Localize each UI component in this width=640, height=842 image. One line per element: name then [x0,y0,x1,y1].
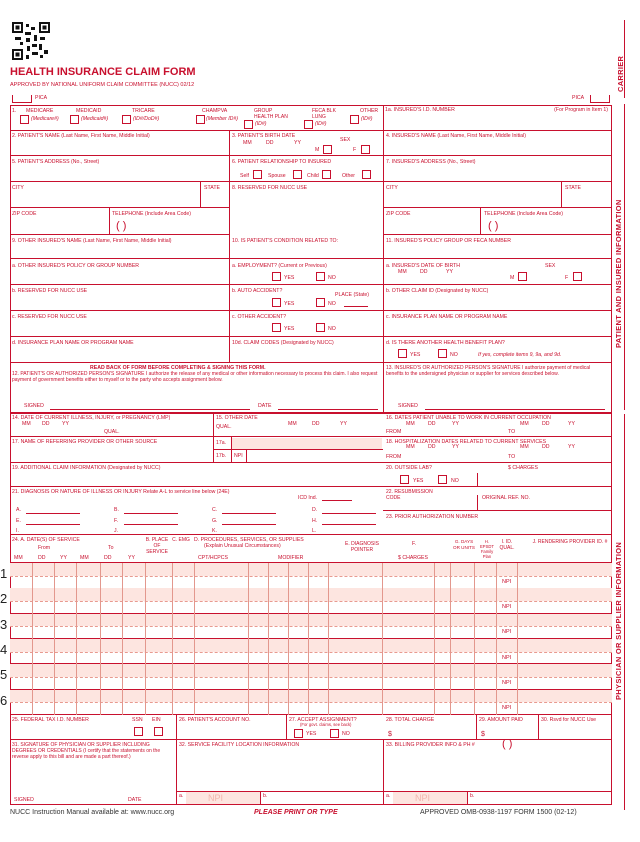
telephone-right-paren: ( ) [488,220,499,232]
ssn-label: SSN [132,717,143,723]
f17a-label: 17a. [216,440,227,446]
f15-dd: DD [312,421,320,427]
f17b-label: 17b. [216,453,227,459]
f18-to: TO [508,454,516,460]
service-column-divider [474,563,475,715]
reserved-8-label: 8. RESERVED FOR NUCC USE [232,185,308,191]
feca-checkbox[interactable] [304,120,313,129]
diag-j: J. [114,528,119,534]
tax-id-label: 25. FEDERAL TAX I.D. NUMBER [12,717,89,723]
pica-left: PICA [35,95,48,101]
patient-signature-text: 12. PATIENT'S OR AUTHORIZED PERSON'S SIGNATURE I authorize the release of any medical or other information necessary to process this claim. I also request payment of government benefits either to myself or to the party who accepts assignment below. [12,371,378,383]
f15-mm: MM [288,421,297,427]
diag-c-line[interactable] [222,513,276,514]
diag-h: H. [312,518,318,524]
insured-m-checkbox[interactable] [518,272,527,281]
insured-id-label: 1a. INSURED'S I.D. NUMBER [385,107,455,113]
row-9c [10,311,612,337]
f16-mm2: MM [520,421,529,427]
city-state-div-right [561,182,562,208]
other-checkbox[interactable] [350,115,359,124]
hospitalization-label: 18. HOSPITALIZATION DATES RELATED TO CURRENT SERVICES [386,439,547,445]
diag-k: K. [212,528,217,534]
diag-f: F. [114,518,119,524]
row19-div [477,473,478,487]
service-column-divider [100,563,101,715]
claim-codes-label: 10d. CLAIM CODES (Designated by NUCC) [232,340,334,346]
ein-label: EIN [152,717,161,723]
service-lines [10,563,612,715]
svc-yy2: YY [128,555,135,561]
rsvd-nucc-label: 30. Rsvd for NUCC Use [541,717,597,723]
f16-dd: DD [428,421,436,427]
facility-ab-div [260,791,261,805]
sex-m-label: M [315,147,320,153]
facility-b: b. [263,793,268,799]
facility-npi: NPI [208,793,224,803]
employment-no: NO [328,275,336,281]
outside-lab-yes-checkbox[interactable] [400,475,409,484]
signature-line-13[interactable] [425,409,605,410]
row-4 [10,182,230,208]
read-back-notice: READ BACK OF FORM BEFORE COMPLETING & SIGNING THIS FORM. [90,365,266,371]
f14-dd: DD [42,421,50,427]
f14-qual: QUAL. [104,429,120,435]
service-line-number: 3 [0,616,8,632]
tricare-checkbox[interactable] [122,115,131,124]
insured-id-note: (For Program in Item 1) [554,107,608,113]
charges-20-label: $ CHARGES [508,465,538,471]
employment-yes: YES [284,275,295,281]
insured-signature-text: 13. INSURED'S OR AUTHORIZED PERSON'S SIGNATURE I authorize payment of medical benefits to the undersigned physician or supplier for services described below. [386,365,591,377]
other-accident-yes-checkbox[interactable] [272,323,281,332]
state-right-label: STATE [565,185,581,191]
service-column-divider [32,563,33,715]
carrier-label: CARRIER [616,55,625,92]
diag-a-line[interactable] [26,513,80,514]
insured-m: M [510,275,515,281]
svc-dd2: DD [104,555,112,561]
service-column-divider [76,563,77,715]
employment-no-checkbox[interactable] [316,272,325,281]
svc-g-label: G. DAYS OR UNITS [453,539,475,550]
referring-provider-label: 17. NAME OF REFERRING PROVIDER OR OTHER SOURCE [12,439,158,445]
medicaid-label: MEDICAID [76,108,102,114]
billing-b: b. [470,793,475,799]
svc-from: From [38,545,51,551]
rel-self: Self [240,173,249,179]
telephone-paren: ( ) [116,220,127,232]
svc-cpt: CPT/HCPCS [198,555,228,561]
another-plan-label: d. IS THERE ANOTHER HEALTH BENEFIT PLAN? [386,340,505,346]
auto-accident-label: b. AUTO ACCIDENT? [232,288,283,294]
service-column-divider [248,563,249,715]
medicaid-sub: (Medicaid#) [81,116,109,122]
row1-divider [383,105,384,131]
svc-d-sub: (Explain Unusual Circumstances) [204,543,281,549]
physician-side-label: PHYSICIAN OR SUPPLIER INFORMATION [614,541,623,700]
service-line-npi: NPI [502,654,512,661]
resub-div [477,495,478,510]
city-state-div [200,182,201,208]
f17-mid-line [213,449,383,450]
total-charge-dollar: $ [388,731,392,738]
sex-m-checkbox[interactable] [323,145,332,154]
svc-b-label: B. PLACE OF SERVICE [145,537,169,555]
mm-label: MM [243,140,252,146]
champva-sub: (Member ID#) [206,116,238,122]
f18-yy: YY [452,444,459,450]
svc-modifier: MODIFIER [278,555,304,561]
svc-d-label: D. PROCEDURES, SERVICES, OR SUPPLIES [194,537,304,543]
service-column-divider [517,563,518,715]
outside-lab-no: NO [451,478,459,484]
r25-div4 [538,715,539,740]
zip-right-label: ZIP CODE [386,211,411,217]
date-line-12[interactable] [278,409,378,410]
f18-mm2: MM [520,444,529,450]
auto-yes: YES [284,301,295,307]
total-charge-label: 28. TOTAL CHARGE [386,717,435,723]
qr-code [12,22,50,60]
svc-dd1: DD [38,555,46,561]
row-9b [10,285,612,311]
service-column-divider [145,563,146,715]
service-column-divider [450,563,451,715]
r25-div3 [476,715,477,740]
svc-f-sub: $ CHARGES [398,555,428,561]
diag-a: A. [16,507,21,513]
svc-f-label: F. [412,541,417,547]
f16-yy2: YY [568,421,575,427]
svc-a-label: 24. A. DATE(S) OF SERVICE [12,537,80,543]
billing-a: a. [386,793,391,799]
accept-yes: YES [306,731,317,737]
employment-yes-checkbox[interactable] [272,272,281,281]
sex-f-label: F [353,147,357,153]
additional-claim-label: 19. ADDITIONAL CLAIM INFORMATION (Designated by NUCC) [12,465,161,471]
outside-lab-yes: YES [413,478,424,484]
feca-label: FECA BLK LUNG [312,108,336,120]
service-line-number: 1 [0,566,8,581]
f16-dd2: DD [542,421,550,427]
diag-g-line[interactable] [222,524,276,525]
svc-h-label: H. EPSDT Family Plan [480,539,494,560]
svc-i-label: I. ID. QUAL. [499,539,515,551]
rel-spouse-checkbox[interactable] [293,170,302,179]
other-accident-yes: YES [284,326,295,332]
r25-div2 [286,715,287,740]
insured-dob-yy: YY [446,269,453,275]
rel-other: Other [342,173,355,179]
svc-mm2: MM [80,555,89,561]
print-note: PLEASE PRINT OR TYPE [254,809,338,816]
date-31: DATE [128,797,142,803]
diag-f-line[interactable] [124,524,178,525]
condition-label: 10. IS PATIENT'S CONDITION RELATED TO: [232,238,339,244]
f16-from: FROM [386,429,402,435]
service-line-npi: NPI [502,578,512,585]
service-header [10,535,612,563]
city-label: CITY [12,185,24,191]
relationship-label: 6. PATIENT RELATIONSHIP TO INSURED [232,159,332,165]
medicaid-checkbox[interactable] [70,115,79,124]
place-state-label: PLACE (State) [335,292,370,298]
f16-to: TO [508,429,516,435]
service-line-npi: NPI [502,603,512,610]
insured-id-field[interactable] [385,107,610,129]
diag-d: D. [312,507,318,513]
another-plan-no-checkbox[interactable] [438,349,447,358]
diag-c: C. [212,507,218,513]
service-line-npi: NPI [502,705,512,712]
zip-label: ZIP CODE [12,211,37,217]
dates-unable-work-label: 16. DATES PATIENT UNABLE TO WORK IN CURRENT OCCUPATION [386,415,551,421]
accept-yes-checkbox[interactable] [294,729,303,738]
facility-location-label: 32. SERVICE FACILITY LOCATION INFORMATION [179,742,300,748]
facility-a: a. [179,793,184,799]
date-current-illness-label: 14. DATE OF CURRENT ILLNESS, INJURY, or PREGNANCY (LMP) [12,415,171,421]
patient-side-bar [624,104,625,410]
employment-label: a. EMPLOYMENT? (Current or Previous) [232,263,327,269]
other-policy-label: a. OTHER INSURED'S POLICY OR GROUP NUMBER [12,263,140,269]
service-column-divider [268,563,269,715]
signed-label-12: SIGNED [24,403,44,409]
other-sub: (ID#) [361,116,373,122]
service-column-divider [122,563,123,715]
icd-ind-label: ICD Ind. [298,495,318,501]
physician-side-bar [624,414,625,810]
service-column-divider [172,563,173,715]
insurance-plan-9d-label: d. INSURANCE PLAN NAME OR PROGRAM NAME [12,340,134,346]
service-column-divider [308,563,309,715]
city-right-label: CITY [386,185,398,191]
service-column-divider [288,563,289,715]
amount-paid-dollar: $ [481,731,485,738]
dd-label: DD [266,140,274,146]
diag-b: B. [114,507,119,513]
f16-mm: MM [406,421,415,427]
service-column-divider [382,563,383,715]
service-line-number: 4 [0,641,8,657]
pica-left-boxes [12,95,32,103]
billing-provider-label: 33. BILLING PROVIDER INFO & PH # [386,742,475,748]
service-column-divider [54,563,55,715]
f18-dd2: DD [542,444,550,450]
diag-i: I. [16,528,19,534]
svc-j-label: J. RENDERING PROVIDER ID. # [532,539,608,545]
diag-d-line[interactable] [322,513,376,514]
amount-paid-label: 29. AMOUNT PAID [479,717,523,723]
insured-f-checkbox[interactable] [573,272,582,281]
r31-div2 [383,740,384,805]
prior-auth-label: 23. PRIOR AUTHORIZATION NUMBER [386,514,479,520]
diag-e: E. [16,518,21,524]
f17-npi-div [231,437,232,463]
f15-yy: YY [340,421,347,427]
state-label: STATE [204,185,220,191]
patient-name-label: 2. PATIENT'S NAME (Last Name, First Name, Middle Initial) [12,133,150,139]
medicare-sub: (Medicare#) [31,116,59,122]
diag-l: L. [312,528,317,534]
birth-date-label: 3. PATIENT'S BIRTH DATE [232,133,296,139]
champva-checkbox[interactable] [196,115,205,124]
signature-line-12[interactable] [50,409,250,410]
another-plan-yes: YES [410,352,421,358]
original-ref-label: ORIGINAL REF. NO. [482,495,530,501]
f14-yy: YY [62,421,69,427]
pica-right-boxes [590,95,610,103]
r31-div1 [176,740,177,805]
form-title: HEALTH INSURANCE CLAIM FORM [10,66,196,78]
svc-to: To [108,545,114,551]
insured-f: F [565,275,569,281]
group-label: GROUP HEALTH PLAN [254,108,288,120]
service-line-number: 6 [0,692,8,708]
other-label: OTHER [360,108,379,114]
svc-e-label: E. DIAGNOSIS POINTER [345,541,379,553]
f18-mm: MM [406,444,415,450]
signed-label-13: SIGNED [398,403,418,409]
rel-self-checkbox[interactable] [253,170,262,179]
accept-assignment-label: 27. ACCEPT ASSIGNMENT? [289,717,357,723]
accept-assignment-note: (For govt. claims, see back) [300,722,352,727]
service-column-divider [496,563,497,715]
date-label-12: DATE [258,403,272,409]
auto-yes-checkbox[interactable] [272,298,281,307]
f18-dd: DD [428,444,436,450]
sex-label: SEX [340,137,351,143]
insured-sex-label: SEX [545,263,556,269]
service-line-npi: NPI [502,629,512,636]
rel-child: Child [307,173,319,179]
patient-side-label: PATIENT AND INSURED INFORMATION [614,199,623,348]
account-no-label: 26. PATIENT'S ACCOUNT NO. [179,717,251,723]
group-sub: (ID#) [255,121,267,127]
insured-address-label: 7. INSURED'S ADDRESS (No., Street) [386,159,476,165]
service-line-number: 2 [0,591,8,607]
manual-note: NUCC Instruction Manual available at: www.nucc.org [10,809,175,816]
f17a-shade [232,438,382,449]
auto-no-checkbox[interactable] [316,298,325,307]
group-checkbox[interactable] [244,120,253,129]
patient-address-label: 5. PATIENT'S ADDRESS (No., Street) [12,159,100,165]
other-claim-id-label: b. OTHER CLAIM ID (Designated by NUCC) [386,288,489,294]
service-column-divider [194,563,195,715]
f14-mm: MM [22,421,31,427]
rel-other-checkbox[interactable] [362,170,371,179]
insured-name-label: 4. INSURED'S NAME (Last Name, First Name, Middle Initial) [386,133,526,139]
other-accident-label: c. OTHER ACCIDENT? [232,314,287,320]
f15-qual: QUAL. [216,424,232,430]
diag-grid [12,504,380,534]
f18-from: FROM [386,454,402,460]
box1-label: 1. [12,108,17,114]
f16-yy: YY [452,421,459,427]
medicare-checkbox[interactable] [20,115,29,124]
champva-label: CHAMPVA [202,108,228,114]
telephone-right-label: TELEPHONE (Include Area Code) [484,211,563,217]
ein-checkbox[interactable] [154,727,163,736]
place-state-field[interactable] [344,306,368,307]
accept-no: NO [342,731,350,737]
diag-h-line[interactable] [322,524,376,525]
f17-npi-div2 [246,449,247,463]
insured-dob-label: a. INSURED'S DATE OF BIRTH [386,263,461,269]
service-line-npi: NPI [502,679,512,686]
other-date-label: 15. OTHER DATE [216,415,258,421]
rel-spouse: Spouse [268,173,286,179]
another-plan-yes-checkbox[interactable] [398,349,407,358]
zip-tel-div-right [480,208,481,235]
service-column-divider [328,563,329,715]
resubmission-label: 22. RESUBMISSION CODE [386,489,433,501]
diag-b-line[interactable] [124,513,178,514]
insured-dob-mm: MM [398,269,407,275]
billing-npi: NPI [415,793,431,803]
row22-line [383,510,612,511]
another-plan-no: NO [450,352,458,358]
tricare-label: TRICARE [132,108,155,114]
insured-dob-dd: DD [420,269,428,275]
auto-no: NO [328,301,336,307]
f17b-npi: NPI [234,453,243,459]
yy-label: YY [294,140,301,146]
feca-sub: (ID#) [315,121,327,127]
policy-group-label: 11. INSURED'S POLICY GROUP OR FECA NUMBER [386,238,511,244]
service-line-number: 5 [0,667,8,683]
sex-f-checkbox[interactable] [361,145,370,154]
outside-lab-label: 20. OUTSIDE LAB? [386,465,432,471]
telephone-label: TELEPHONE (Include Area Code) [112,211,191,217]
other-accident-no-checkbox[interactable] [316,323,325,332]
zip-tel-div [109,208,110,235]
other-insured-label: 9. OTHER INSURED'S NAME (Last Name, First Name, Middle Initial) [12,238,172,244]
diag-g: G. [212,518,218,524]
r25-div1 [176,715,177,740]
insurance-plan-11c-label: c. INSURANCE PLAN NAME OR PROGRAM NAME [386,314,508,320]
omb-note: APPROVED OMB-0938-1197 FORM 1500 (02-12) [420,809,577,816]
reserved-9c-label: c. RESERVED FOR NUCC USE [12,314,87,320]
svc-mm1: MM [14,555,23,561]
reserved-9b-label: b. RESERVED FOR NUCC USE [12,288,88,294]
icd-ind-field[interactable] [322,500,352,501]
medicare-label: MEDICARE [26,108,54,114]
physician-signature-label: 31. SIGNATURE OF PHYSICIAN OR SUPPLIER INCLUDING DEGREES OR CREDENTIALS (I certify that the statements on the reverse apply to this bill and are made a part thereof.) [12,742,161,760]
rel-child-checkbox[interactable] [322,170,331,179]
accept-no-checkbox[interactable] [330,729,339,738]
ssn-checkbox[interactable] [134,727,143,736]
diag-e-line[interactable] [26,524,80,525]
other-accident-no: NO [328,326,336,332]
outside-lab-no-checkbox[interactable] [438,475,447,484]
f18-yy2: YY [568,444,575,450]
svc-yy1: YY [60,555,67,561]
tricare-sub: (ID#/DoD#) [133,116,160,122]
another-plan-note: If yes, complete items 9, 9a, and 9d. [478,352,562,358]
billing-ab-div [467,791,468,805]
approved-line: APPROVED BY NATIONAL UNIFORM CLAIM COMMITTEE (NUCC) 02/12 [10,82,195,88]
signed-31: SIGNED [14,797,34,803]
billing-paren: ( ) [502,738,513,750]
service-column-divider [434,563,435,715]
diagnosis-label: 21. DIAGNOSIS OR NATURE OF ILLNESS OR INJURY Relate A-L to service line below (24E) [12,489,230,495]
svc-c-label: C. EMG [172,537,190,543]
pica-right: PICA [572,95,585,101]
